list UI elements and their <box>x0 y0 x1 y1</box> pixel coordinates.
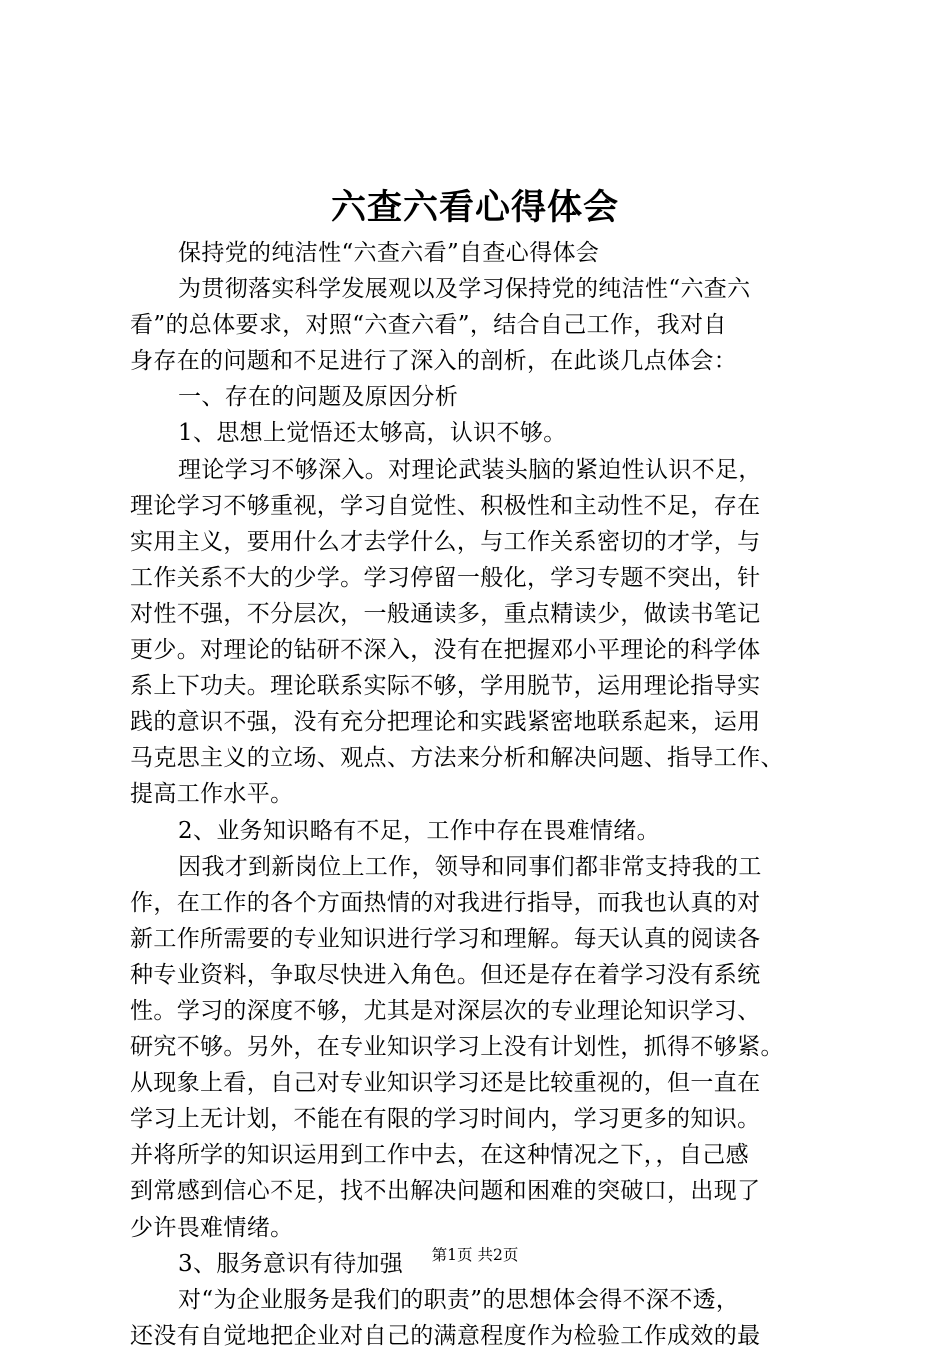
paragraph-line: 并将所学的知识运用到工作中去，在这种情况之下，，自己感 <box>130 1142 749 1169</box>
paragraph-line: 工作关系不大的少学。学习停留一般化，学习专题不突出，针 <box>130 564 761 591</box>
paragraph-line: 从现象上看，自己对专业知识学习还是比较重视的，但一直在 <box>130 1070 761 1097</box>
paragraph-line: 实用主义，要用什么才去学什么，与工作关系密切的才学，与 <box>130 528 761 555</box>
paragraph-line: 研究不够。另外，在专业知识学习上没有计划性，抓得不够紧。 <box>130 1034 784 1061</box>
paragraph-line: 对“为企业服务是我们的职责”的思想体会得不深不透， <box>178 1286 740 1313</box>
paragraph-line: 理论学习不够重视，学习自觉性、积极性和主动性不足，存在 <box>130 492 761 519</box>
subsection-heading: 2、业务知识略有不足，工作中存在畏难情绪。 <box>178 817 660 844</box>
paragraph-line: 学习上无计划，不能在有限的学习时间内，学习更多的知识。 <box>130 1106 761 1133</box>
paragraph-line: 看”的总体要求，对照“六查六看”，结合自己工作，我对自 <box>130 312 727 339</box>
document-title: 六查六看心得体会 <box>330 187 619 228</box>
paragraph-line: 新工作所需要的专业知识进行学习和理解。每天认真的阅读各 <box>130 925 761 952</box>
paragraph-line: 性。学习的深度不够，尤其是对深层次的专业理论知识学习、 <box>130 997 761 1024</box>
subsection-heading: 3、服务意识有待加强 <box>178 1250 404 1277</box>
paragraph-line: 马克思主义的立场、观点、方法来分析和解决问题、指导工作、 <box>130 745 784 772</box>
paragraph-line: 系上下功夫。理论联系实际不够，学用脱节，运用理论指导实 <box>130 673 761 700</box>
paragraph-line: 因我才到新岗位上工作，领导和同事们都非常支持我的工 <box>178 853 762 880</box>
paragraph-line: 少许畏难情绪。 <box>130 1214 294 1241</box>
section-heading: 一、存在的问题及原因分析 <box>178 384 459 411</box>
paragraph-line: 种专业资料，争取尽快进入角色。但还是存在着学习没有系统 <box>130 961 761 988</box>
paragraph-line: 身存在的问题和不足进行了深入的剖析，在此谈几点体会： <box>130 348 738 375</box>
paragraph-line: 还没有自觉地把企业对自己的满意程度作为检验工作成效的最 <box>130 1322 761 1349</box>
subsection-heading: 1、思想上觉悟还太够高，认识不够。 <box>178 420 567 447</box>
paragraph-line: 作，在工作的各个方面热情的对我进行指导，而我也认真的对 <box>130 889 761 916</box>
subtitle-line: 保持党的纯洁性“六查六看”自查心得体会 <box>178 240 600 266</box>
document-body <box>130 235 850 1354</box>
paragraph-line: 践的意识不强，没有充分把理论和实践紧密地联系起来，运用 <box>130 709 761 736</box>
paragraph-line: 为贯彻落实科学发展观以及学习保持党的纯洁性“六查六 <box>178 276 751 303</box>
paragraph-line: 到常感到信心不足，找不出解决问题和困难的突破口，出现了 <box>130 1178 761 1205</box>
paragraph-line: 更少。对理论的钻研不深入，没有在把握邓小平理论的科学体 <box>130 637 761 664</box>
page-footer: 第1页 共2页 <box>431 1246 519 1264</box>
paragraph-line: 理论学习不够深入。对理论武装头脑的紧迫性认识不足， <box>178 456 762 483</box>
paragraph-line: 对性不强，不分层次，一般通读多，重点精读少，做读书笔记 <box>130 600 761 627</box>
paragraph-line: 提高工作水平。 <box>130 781 294 808</box>
